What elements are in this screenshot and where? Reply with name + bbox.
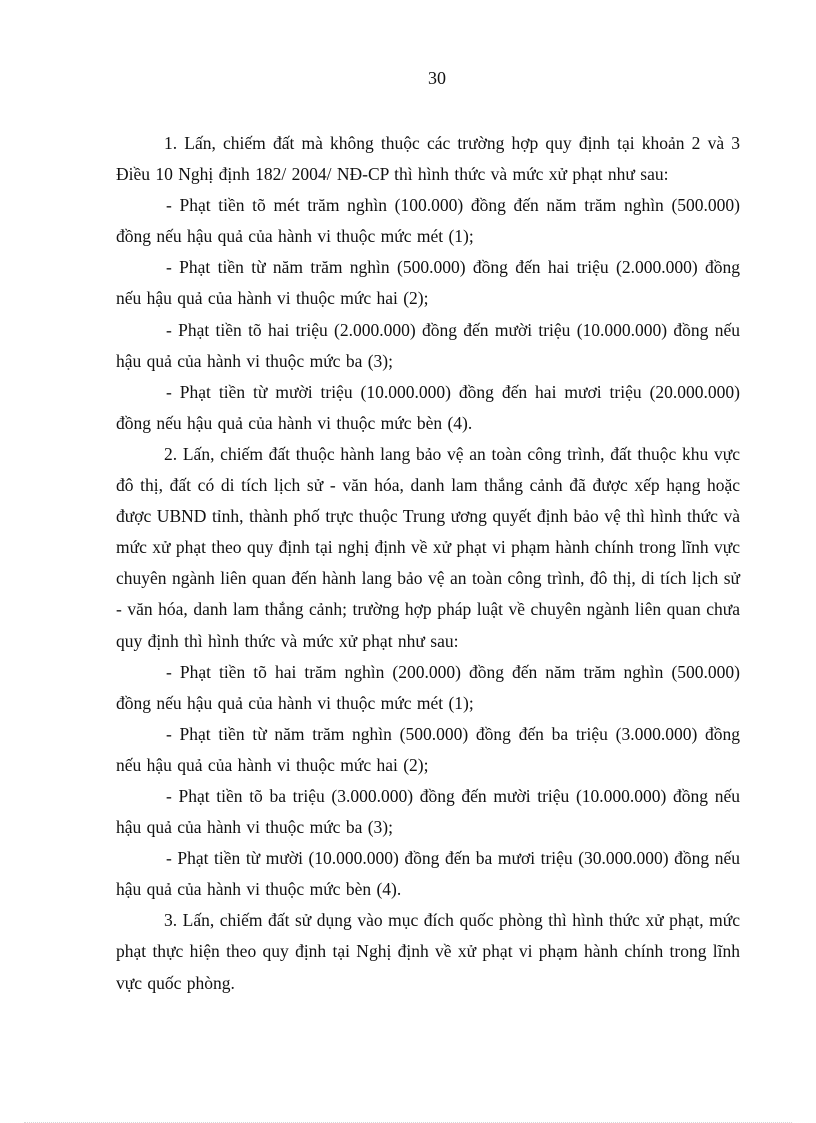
list-item-fine-level-1: - Phạt tiền tõ mét trăm nghìn (100.000) đồng đến năm trăm nghìn (500.000) đồng nếu hậu quả của hành vi thuộc mức mét (1); [116,195,740,247]
paragraph-clause-3: 3. Lấn, chiếm đất sử dụng vào mục đích quốc phòng thì hình thức xử phạt, mức phạt thực hiện theo quy định tại Nghị định về xử phạt vi phạm hành chính trong lĩnh vực quốc phòng. [116,910,740,993]
list-item-fine-level-3: - Phạt tiền tõ ba triệu (3.000.000) đồng đến mười triệu (10.000.000) đồng nếu hậu quả của hành vi thuộc mức ba (3); [116,785,740,838]
list-item-fine-level-4: - Phạt tiền từ mười (10.000.000) đồng đến ba mươi triệu (30.000.000) đồng nếu hậu quả của hành vi thuộc mức bèn (4). [116,848,740,900]
list-item-fine-level-4: - Phạt tiền từ mười triệu (10.000.000) đồng đến hai mươi triệu (20.000.000) đồng nếu hậu quả của hành vi thuộc mức bèn (4). [116,381,740,433]
list-item-fine-level-1: - Phạt tiền tõ hai trăm nghìn (200.000) đồng đến năm trăm nghìn (500.000) đồng nếu hậu quả của hành vi thuộc mức mét (1); [116,661,740,713]
list-item-fine-level-2: - Phạt tiền từ năm trăm nghìn (500.000) đồng đến ba triệu (3.000.000) đồng nếu hậu quả của hành vi thuộc mức hai (2); [116,723,740,775]
list-item-fine-level-2: - Phạt tiền từ năm trăm nghìn (500.000) đồng đến hai triệu (2.000.000) đồng nếu hậu quả của hành vi thuộc mức hai (2); [116,257,740,309]
paragraph-clause-1: 1. Lấn, chiếm đất mà không thuộc các trường hợp quy định tại khoản 2 và 3 Điều 10 Nghị định 182/ 2004/ NĐ-CP thì hình thức và mức xử phạt như sau: [116,133,740,185]
page-number: 30 [428,68,446,88]
list-item-fine-level-3: - Phạt tiền tõ hai triệu (2.000.000) đồng đến mười triệu (10.000.000) đồng nếu hậu quả của hành vi thuộc mức ba (3); [116,319,740,371]
document-body [116,128,740,999]
paragraph-clause-2: 2. Lấn, chiếm đất thuộc hành lang bảo vệ an toàn công trình, đất thuộc khu vực đô thị, đất có di tích lịch sử - văn hóa, danh lam thắng cảnh đã được xếp hạng hoặc được UBND tỉnh, thành phố trực thuộc Trung ương quyết định bảo vệ thì hình thức và mức xử phạt theo quy định tại nghị định về xử phạt vi phạm hành chính trong lĩnh vực chuyên ngành liên quan đến hành lang bảo vệ an toàn công trình, đô thị, di tích lịch sử - văn hóa, danh lam thắng cảnh; trường hợp pháp luật về chuyên ngành liên quan chưa quy định thì hình thức và mức xử phạt như sau: [116,443,740,651]
